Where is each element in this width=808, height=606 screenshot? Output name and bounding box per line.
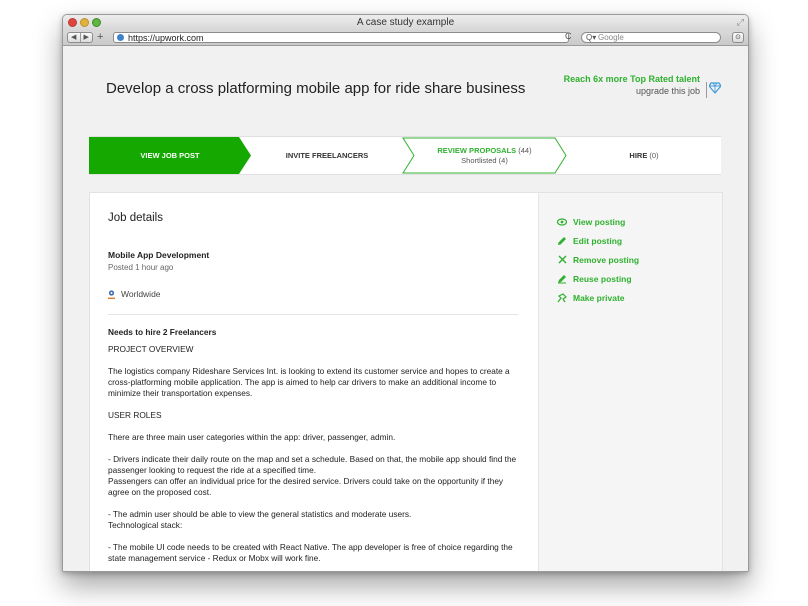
- location-text: Worldwide: [121, 289, 161, 299]
- step-label-text: HIRE: [629, 151, 648, 160]
- diamond-icon[interactable]: [709, 82, 721, 94]
- actions-sidebar: [539, 193, 722, 572]
- step-review-proposals[interactable]: [402, 137, 567, 174]
- step-label: [629, 151, 658, 160]
- browser-toolbar: [63, 31, 748, 46]
- reader-button[interactable]: ⊙: [732, 32, 744, 43]
- upgrade-link[interactable]: upgrade this job: [635, 86, 700, 96]
- private-icon: [557, 293, 567, 303]
- remove-posting-link[interactable]: [557, 250, 639, 269]
- job-details-panel: [90, 193, 539, 572]
- job-details-card: [89, 192, 723, 572]
- action-label: Edit posting: [573, 235, 623, 246]
- step-label: INVITE FREELANCERS: [285, 151, 369, 160]
- description-paragraph: Passengers can offer an individual price for the desired service. Drivers could take on the opportunity if they agree on the proposed cost.: [108, 476, 504, 497]
- action-label: Reuse posting: [573, 273, 632, 284]
- pencil-icon: [557, 236, 567, 246]
- action-label: Remove posting: [573, 254, 640, 265]
- address-bar[interactable]: [113, 32, 569, 43]
- job-location: [108, 289, 161, 299]
- nav-buttons: [67, 32, 93, 43]
- window-title: A case study example: [356, 17, 455, 28]
- promo-divider: [706, 82, 707, 98]
- forward-button[interactable]: ▶: [83, 34, 89, 41]
- back-button[interactable]: ◀: [68, 33, 81, 42]
- page-content: [63, 46, 748, 571]
- description-paragraph: There are three main user categories within the app: driver, passenger, admin.: [108, 432, 396, 442]
- view-posting-link[interactable]: [557, 212, 639, 231]
- job-description: [108, 327, 520, 572]
- close-icon: [557, 255, 567, 265]
- section-heading: USER ROLES: [108, 410, 162, 420]
- step-label: VIEW JOB POST: [140, 151, 200, 160]
- job-category: Mobile App Development: [108, 250, 210, 260]
- title-bar: [63, 15, 748, 31]
- divider: [108, 314, 518, 315]
- search-input[interactable]: [581, 32, 721, 43]
- posting-actions: [557, 212, 639, 307]
- edit-posting-link[interactable]: [557, 231, 639, 250]
- posted-time: Posted 1 hour ago: [108, 263, 174, 272]
- proposal-count: (44): [518, 146, 532, 155]
- fullscreen-icon[interactable]: ⤢: [736, 17, 744, 27]
- step-label-text: REVIEW PROPOSALS: [437, 146, 517, 155]
- page-title: Develop a cross platforming mobile app for ride share business: [106, 80, 526, 97]
- job-progress-steps: [89, 136, 721, 175]
- new-tab-button[interactable]: +: [97, 31, 104, 43]
- search-placeholder: Google: [598, 33, 624, 42]
- step-label: [437, 146, 531, 155]
- description-paragraph: - The mobile UI code needs to be created with React Native. The app developer is free of choice regarding the state management service - Redux or Mobx will work fine.: [108, 542, 513, 563]
- promo-title[interactable]: Reach 6x more Top Rated talent: [563, 74, 700, 84]
- hire-count: (0): [649, 151, 659, 160]
- step-view-job-post[interactable]: [89, 137, 251, 174]
- step-hire[interactable]: [569, 137, 719, 174]
- action-label: Make private: [573, 292, 625, 303]
- description-paragraph: The logistics company Rideshare Services Int. is looking to extend its customer service and hopes to create a cross-platforming mobile application. The app is aimed to help car drivers to make an additional income to minimize their transportation expenses.: [108, 366, 510, 398]
- description-paragraph: Technological stack:: [108, 520, 183, 530]
- action-label: View posting: [573, 216, 626, 227]
- location-pin-icon: [108, 290, 115, 299]
- reload-button[interactable]: C: [565, 31, 572, 41]
- upgrade-promo: [564, 74, 700, 96]
- description-paragraph: - Drivers indicate their daily route on the map and set a schedule. Based on that, the mobile app should find the passenger looking to request the ride at a specified time.: [108, 454, 517, 475]
- description-paragraph: - The admin user should be able to view the general statistics and moderate users.: [108, 509, 412, 519]
- section-title: Job details: [108, 212, 163, 224]
- eye-icon: [557, 217, 567, 227]
- shortlisted-count: Shortlisted (4): [461, 156, 508, 165]
- reuse-posting-link[interactable]: [557, 269, 639, 288]
- search-icon: Q▾: [586, 33, 597, 42]
- browser-window: [62, 14, 749, 572]
- reuse-icon: [557, 274, 567, 284]
- globe-icon: [117, 34, 124, 41]
- url-text: https://upwork.com: [128, 33, 204, 43]
- hire-need: Needs to hire 2 Freelancers: [108, 327, 217, 337]
- step-invite-freelancers[interactable]: [257, 137, 397, 174]
- make-private-link[interactable]: [557, 288, 639, 307]
- section-heading: PROJECT OVERVIEW: [108, 344, 194, 354]
